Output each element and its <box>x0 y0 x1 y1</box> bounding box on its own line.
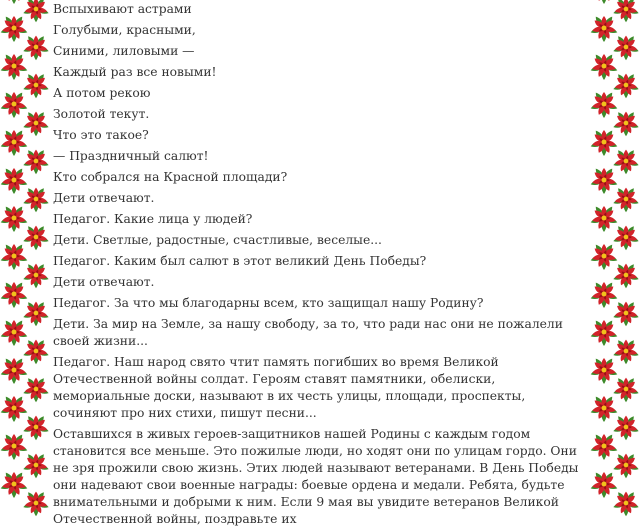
text-line: Дети отвечают. <box>53 191 155 205</box>
text-line: Оставшихся в живых героев-защитников нашей Родины с каждым годом становится все меньше. Это пожилые люди, но ходят они по улицам гордо. Они не зря прожили свою жизнь. Этих людей называют ветеранами. В День Победы они надевают свои военные награды: боевые ордена и медали. Ребята, будьте внимательными и добрыми к ним. Если 9 мая вы увидите ветеранов Великой Отечественной войны, поздравьте их <box>53 427 579 526</box>
document-text <box>53 0 585 526</box>
text-line: Что это такое? <box>53 128 149 142</box>
text-line: Педагог. За что мы благодарны всем, кто защищал нашу Родину? <box>53 296 484 310</box>
text-line: Золотой текут. <box>53 107 150 121</box>
flower-border-right <box>590 0 640 480</box>
text-line: Педагог. Каким был салют в этот великий День Победы? <box>53 254 427 268</box>
text-line: Кто собрался на Красной площади? <box>53 170 288 184</box>
text-line: Дети отвечают. <box>53 275 155 289</box>
text-line: Педагог. Какие лица у людей? <box>53 212 253 226</box>
text-line: Голубыми, красными, <box>53 23 196 37</box>
poinsettia-flower-icon <box>0 0 50 480</box>
poinsettia-flower-icon <box>590 0 640 480</box>
text-line: Педагог. Наш народ свято чтит память погибших во время Великой Отечественной войны солдат. Героям ставят памятники, обелиски, мемориальные доски, называют в их честь улицы, площади, проспекты, сочиняют про них стихи, пишут песни... <box>53 355 526 420</box>
text-line: Каждый раз все новыми! <box>53 65 217 79</box>
text-line: Дети. За мир на Земле, за нашу свободу, за то, что ради нас они не пожалели своей жизни... <box>53 317 563 348</box>
text-line: Вспыхивают астрами <box>53 2 192 16</box>
text-line: Синими, лиловыми — <box>53 44 195 58</box>
text-line: А потом рекою <box>53 86 151 100</box>
text-line: — Праздничный салют! <box>53 149 209 163</box>
flower-border-left <box>0 0 50 480</box>
text-line: Дети. Светлые, радостные, счастливые, веселые... <box>53 233 382 247</box>
